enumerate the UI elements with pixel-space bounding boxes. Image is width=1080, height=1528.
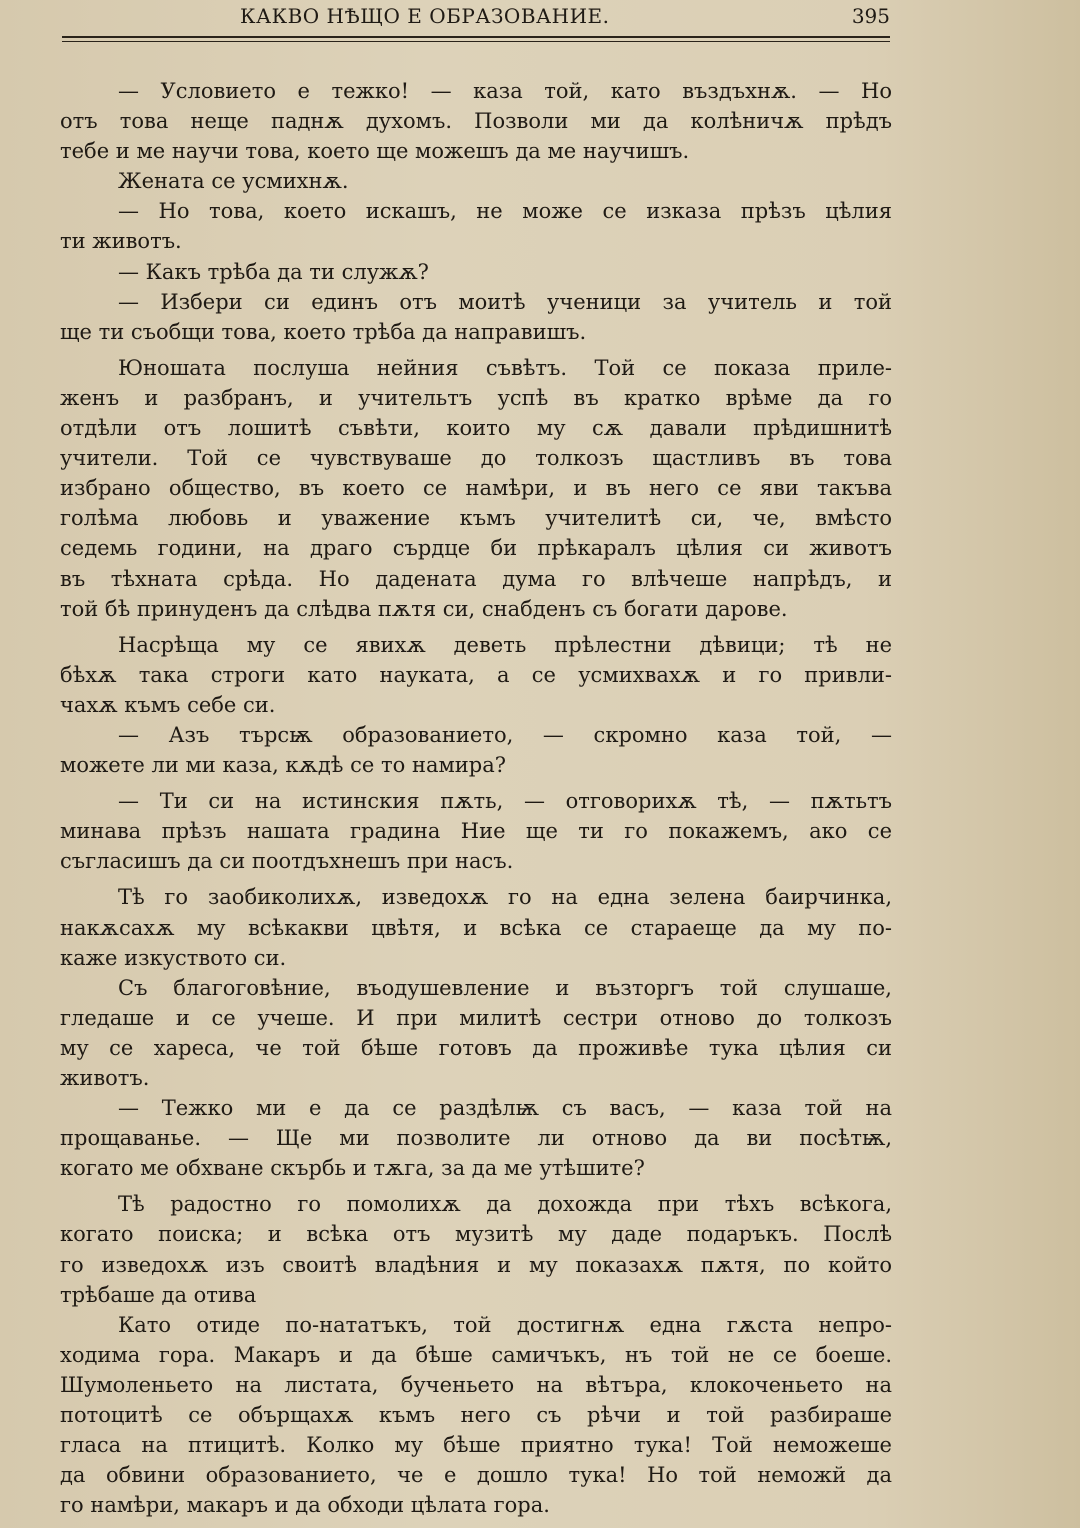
text-line: животъ. xyxy=(60,1066,150,1090)
header-rule-thin xyxy=(62,41,890,42)
text-line: бѣхѫ така строги като науката, а се усмихвахѫ и го привли- xyxy=(60,662,892,687)
text-line: Насрѣща му се явихѫ деветь прѣлестни дѣвици; тѣ не xyxy=(118,632,892,657)
text-line: Жената се усмихнѫ. xyxy=(118,169,349,194)
text-line: когато ме обхване скърбь и тѫга, за да ме утѣшите? xyxy=(60,1156,645,1181)
text-line: потоцитѣ се обърщахѫ къмъ него съ рѣчи и той разбираше xyxy=(60,1403,892,1428)
text-line: — Условието е тежко! — каза той, като въздъхнѫ. — Но xyxy=(118,79,892,103)
text-line: съгласишъ да си поотдъхнешъ при насъ. xyxy=(60,849,514,874)
text-line: отдѣли отъ лошитѣ съвѣти, които му сѫ давали прѣдишнитѣ xyxy=(60,416,892,441)
text-line: накѫсахѫ му всѣкакви цвѣтя, и всѣка се стараеще да му по- xyxy=(60,915,892,940)
text-line: го намѣри, макаръ и да обходи цѣлата гора. xyxy=(60,1493,550,1518)
text-line: избрано общество, въ което се намѣри, и въ него се яви такъва xyxy=(60,476,892,501)
text-line: — Но това, което искашъ, не може се изказа прѣзъ цѣлия xyxy=(118,199,892,224)
text-line: той бѣ принуденъ да слѣдва пѫтя си, снабденъ съ богати дарове. xyxy=(60,596,788,621)
text-line: когато поиска; и всѣка отъ музитѣ му даде подаръкъ. Послѣ xyxy=(60,1222,892,1247)
text-line: чахѫ къмъ себе си. xyxy=(60,692,276,717)
text-line: Юношата послуша нейния съвѣтъ. Той се показа приле- xyxy=(118,355,892,380)
text-line: тебе и ме научи това, което ще можешъ да ме научишъ. xyxy=(60,139,690,164)
text-line: прощаванье. — Ще ми позволите ли отново да ви посѣтѭ, xyxy=(60,1126,892,1151)
text-line: — Азъ търсѭ образованието, — скромно каза той, — xyxy=(118,722,892,747)
text-line: гледаше и се учеше. И при милитѣ сестри отново до толкозъ xyxy=(60,1005,892,1030)
text-line: Шумоленьето на листата, бученьето на вѣтъра, клокоченьето на xyxy=(60,1372,892,1397)
text-line: — Тежко ми е да се раздѣлѭ съ васъ, — каза той на xyxy=(118,1096,892,1121)
running-header xyxy=(62,4,890,32)
text-line: ще ти съобщи това, което трѣба да направишъ. xyxy=(60,319,587,344)
text-line: можете ли ми каза, кѫдѣ се то намира? xyxy=(60,753,507,778)
text-line: ти животъ. xyxy=(60,229,182,254)
text-line: минава прѣзъ нашата градина Ние ще ти го покажемъ, ако се xyxy=(60,819,892,844)
text-line: голѣма любовь и уважение къмъ учителитѣ си, че, вмѣсто xyxy=(60,506,892,531)
body-text xyxy=(60,76,892,1520)
text-line: седемь години, на драго сърдце би прѣкаралъ цѣлия си животъ xyxy=(60,536,892,561)
running-title: КАКВО НѢЩО Е ОБРАЗОВАНИЕ. xyxy=(240,4,610,28)
text-line: го изведохѫ изъ своитѣ владѣния и му показахѫ пѫтя, по който xyxy=(60,1252,892,1277)
text-line: ходима гора. Макаръ и да бѣше самичъкъ, нъ той не се боеше. xyxy=(60,1342,892,1367)
text-line: гласа на птицитѣ. Колко му бѣше приятно тука! Той неможеше xyxy=(60,1433,892,1458)
text-line: му се хареса, че той бѣше готовъ да проживѣе тука цѣлия си xyxy=(60,1035,892,1060)
text-line: каже изкуството си. xyxy=(60,945,287,970)
text-line: — Ти си на истинския пѫть, — отговорихѫ тѣ, — пѫтьтъ xyxy=(118,789,892,814)
text-line: Тѣ го заобиколихѫ, изведохѫ го на една зелена баирчинка, xyxy=(118,885,892,910)
header-rule xyxy=(62,36,890,38)
text-line: въ тѣхната срѣда. Но дадената дума го влѣчеше напрѣдъ, и xyxy=(60,566,892,591)
text-line: — Какъ трѣба да ти служѫ? xyxy=(118,259,429,284)
text-line: отъ това неще паднѫ духомъ. Позволи ми да колѣничѫ прѣдъ xyxy=(60,109,892,134)
text-line: Тѣ радостно го помолихѫ да дохожда при тѣхъ всѣкога, xyxy=(118,1192,892,1217)
text-line: трѣбаше да отива xyxy=(60,1282,257,1307)
text-line: Съ благоговѣние, въодушевление и възторгъ той слушаше, xyxy=(118,975,892,1000)
page-number: 395 xyxy=(851,4,890,28)
text-line: женъ и разбранъ, и учительтъ успѣ въ кратко врѣме да го xyxy=(60,385,892,410)
text-line: — Избери си единъ отъ моитѣ ученици за учитель и той xyxy=(118,289,892,314)
text-line: да обвини образованието, че е дошло тука! Но той неможй да xyxy=(60,1463,892,1488)
text-line: Като отиде по-нататъкъ, той достигнѫ една гѫста непро- xyxy=(118,1312,892,1337)
text-line: учители. Той се чувствуваше до толкозъ щастливъ въ това xyxy=(60,446,892,471)
